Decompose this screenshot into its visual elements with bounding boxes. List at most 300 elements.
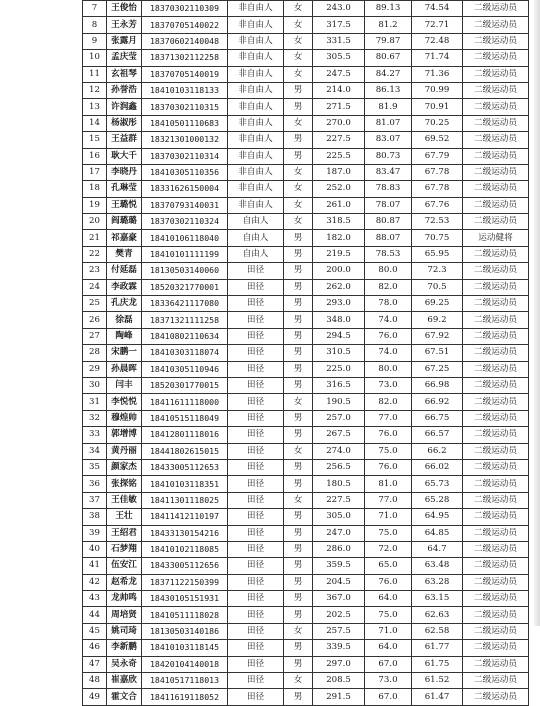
name-cell: 杨淑彤	[107, 115, 142, 131]
level-cell: 二级运动员	[463, 427, 529, 443]
percent-score-cell: 71.0	[365, 509, 412, 525]
row-number-cell: 48	[83, 673, 107, 689]
category-cell: 田径	[228, 263, 284, 279]
gender-cell: 男	[284, 328, 313, 344]
gender-cell: 女	[284, 394, 313, 410]
registration-id-cell: 18370705140022	[142, 17, 228, 33]
table-row	[83, 17, 529, 33]
total-score-cell: 66.2	[412, 443, 463, 459]
row-number-cell: 47	[83, 656, 107, 672]
level-cell: 二级运动员	[463, 181, 529, 197]
category-cell: 田径	[228, 427, 284, 443]
total-score-cell: 67.79	[412, 148, 463, 164]
registration-id-cell: 18370793140031	[142, 197, 228, 213]
score-cell: 180.5	[313, 476, 365, 492]
percent-score-cell: 83.47	[365, 164, 412, 180]
gender-cell: 女	[284, 673, 313, 689]
total-score-cell: 69.52	[412, 132, 463, 148]
table-row	[83, 509, 529, 525]
name-cell: 张露月	[107, 33, 142, 49]
registration-id-cell: 18412801118016	[142, 427, 228, 443]
total-score-cell: 66.02	[412, 459, 463, 475]
score-cell: 317.5	[313, 17, 365, 33]
name-cell: 穆煌帅	[107, 410, 142, 426]
score-cell: 274.0	[313, 443, 365, 459]
registration-id-cell: 18420104140018	[142, 656, 228, 672]
name-cell: 孙晨晖	[107, 361, 142, 377]
score-cell: 243.0	[313, 1, 365, 17]
category-cell: 田径	[228, 345, 284, 361]
category-cell: 田径	[228, 574, 284, 590]
registration-id-cell: 18370705140019	[142, 66, 228, 82]
table-row	[83, 541, 529, 557]
name-cell: 孙誉浩	[107, 82, 142, 98]
total-score-cell: 66.57	[412, 427, 463, 443]
registration-id-cell: 18331626150004	[142, 181, 228, 197]
gender-cell: 男	[284, 541, 313, 557]
name-cell: 王绍君	[107, 525, 142, 541]
score-cell: 227.5	[313, 132, 365, 148]
row-number-cell: 9	[83, 33, 107, 49]
name-cell: 王壮	[107, 509, 142, 525]
category-cell: 田径	[228, 492, 284, 508]
gender-cell: 男	[284, 574, 313, 590]
category-cell: 田径	[228, 525, 284, 541]
row-number-cell: 49	[83, 689, 107, 705]
registration-id-cell: 18410515118049	[142, 410, 228, 426]
gender-cell: 女	[284, 1, 313, 17]
gender-cell: 女	[284, 17, 313, 33]
category-cell: 自由人	[228, 246, 284, 262]
name-cell: 李政霖	[107, 279, 142, 295]
level-cell: 二级运动员	[463, 33, 529, 49]
total-score-cell: 61.77	[412, 640, 463, 656]
percent-score-cell: 71.0	[365, 623, 412, 639]
total-score-cell: 70.99	[412, 82, 463, 98]
percent-score-cell: 74.0	[365, 312, 412, 328]
category-cell: 非自由人	[228, 197, 284, 213]
registration-id-cell: 18520301770015	[142, 377, 228, 393]
name-cell: 石梦翔	[107, 541, 142, 557]
gender-cell: 男	[284, 148, 313, 164]
name-cell: 孔庆龙	[107, 296, 142, 312]
level-cell: 二级运动员	[463, 541, 529, 557]
total-score-cell: 72.3	[412, 263, 463, 279]
row-number-cell: 32	[83, 410, 107, 426]
percent-score-cell: 65.0	[365, 558, 412, 574]
total-score-cell: 67.78	[412, 164, 463, 180]
table-row	[83, 66, 529, 82]
percent-score-cell: 88.07	[365, 230, 412, 246]
gender-cell: 女	[284, 623, 313, 639]
table-row	[83, 689, 529, 705]
category-cell: 非自由人	[228, 132, 284, 148]
category-cell: 田径	[228, 443, 284, 459]
level-cell: 二级运动员	[463, 50, 529, 66]
row-number-cell: 7	[83, 1, 107, 17]
percent-score-cell: 86.13	[365, 82, 412, 98]
table-row	[83, 148, 529, 164]
category-cell: 田径	[228, 673, 284, 689]
total-score-cell: 69.25	[412, 296, 463, 312]
score-cell: 267.5	[313, 427, 365, 443]
name-cell: 黄丹丽	[107, 443, 142, 459]
score-cell: 348.0	[313, 312, 365, 328]
percent-score-cell: 67.0	[365, 689, 412, 705]
table-row	[83, 443, 529, 459]
score-cell: 257.0	[313, 410, 365, 426]
table-row	[83, 33, 529, 49]
name-cell: 龙帅鸣	[107, 591, 142, 607]
table-row	[83, 345, 529, 361]
percent-score-cell: 89.13	[365, 1, 412, 17]
table-row	[83, 312, 529, 328]
score-cell: 367.0	[313, 591, 365, 607]
row-number-cell: 10	[83, 50, 107, 66]
total-score-cell: 63.28	[412, 574, 463, 590]
category-cell: 田径	[228, 689, 284, 705]
gender-cell: 女	[284, 197, 313, 213]
row-number-cell: 25	[83, 296, 107, 312]
row-number-cell: 35	[83, 459, 107, 475]
gender-cell: 男	[284, 509, 313, 525]
total-score-cell: 69.2	[412, 312, 463, 328]
gender-cell: 男	[284, 689, 313, 705]
percent-score-cell: 81.07	[365, 115, 412, 131]
total-score-cell: 70.91	[412, 99, 463, 115]
level-cell: 二级运动员	[463, 345, 529, 361]
row-number-cell: 11	[83, 66, 107, 82]
row-number-cell: 33	[83, 427, 107, 443]
score-cell: 214.0	[313, 82, 365, 98]
registration-id-cell: 18321301000132	[142, 132, 228, 148]
name-cell: 李悦悦	[107, 394, 142, 410]
category-cell: 田径	[228, 591, 284, 607]
percent-score-cell: 80.0	[365, 263, 412, 279]
row-number-cell: 17	[83, 164, 107, 180]
gender-cell: 男	[284, 410, 313, 426]
gender-cell: 男	[284, 591, 313, 607]
results-table	[82, 0, 529, 706]
row-number-cell: 23	[83, 263, 107, 279]
category-cell: 田径	[228, 459, 284, 475]
registration-id-cell: 18433005112656	[142, 558, 228, 574]
percent-score-cell: 64.0	[365, 591, 412, 607]
level-cell: 二级运动员	[463, 361, 529, 377]
table-row	[83, 246, 529, 262]
category-cell: 田径	[228, 296, 284, 312]
level-cell: 二级运动员	[463, 197, 529, 213]
gender-cell: 男	[284, 476, 313, 492]
table-row	[83, 164, 529, 180]
name-cell: 王益群	[107, 132, 142, 148]
total-score-cell: 67.92	[412, 328, 463, 344]
table-row	[83, 263, 529, 279]
table-row	[83, 525, 529, 541]
category-cell: 田径	[228, 623, 284, 639]
level-cell: 二级运动员	[463, 607, 529, 623]
total-score-cell: 66.92	[412, 394, 463, 410]
gender-cell: 女	[284, 214, 313, 230]
total-score-cell: 66.75	[412, 410, 463, 426]
gender-cell: 女	[284, 181, 313, 197]
table-row	[83, 214, 529, 230]
name-cell: 玄祖琴	[107, 66, 142, 82]
category-cell: 非自由人	[228, 99, 284, 115]
score-cell: 204.5	[313, 574, 365, 590]
total-score-cell: 61.75	[412, 656, 463, 672]
table-row	[83, 394, 529, 410]
name-cell: 霍文合	[107, 689, 142, 705]
row-number-cell: 38	[83, 509, 107, 525]
level-cell: 二级运动员	[463, 509, 529, 525]
gender-cell: 男	[284, 263, 313, 279]
category-cell: 田径	[228, 377, 284, 393]
level-cell: 二级运动员	[463, 148, 529, 164]
score-cell: 339.5	[313, 640, 365, 656]
score-cell: 257.5	[313, 623, 365, 639]
table-row	[83, 673, 529, 689]
category-cell: 田径	[228, 656, 284, 672]
percent-score-cell: 80.87	[365, 214, 412, 230]
percent-score-cell: 75.0	[365, 525, 412, 541]
level-cell: 二级运动员	[463, 263, 529, 279]
registration-id-cell: 18411301118025	[142, 492, 228, 508]
row-number-cell: 29	[83, 361, 107, 377]
row-number-cell: 20	[83, 214, 107, 230]
name-cell: 王璐悦	[107, 197, 142, 213]
percent-score-cell: 80.0	[365, 361, 412, 377]
level-cell: 二级运动员	[463, 214, 529, 230]
level-cell: 二级运动员	[463, 312, 529, 328]
category-cell: 非自由人	[228, 82, 284, 98]
percent-score-cell: 80.73	[365, 148, 412, 164]
registration-id-cell: 18370302110324	[142, 214, 228, 230]
score-cell: 294.5	[313, 328, 365, 344]
level-cell: 二级运动员	[463, 66, 529, 82]
table-row	[83, 640, 529, 656]
gender-cell: 男	[284, 99, 313, 115]
percent-score-cell: 75.0	[365, 607, 412, 623]
total-score-cell: 63.48	[412, 558, 463, 574]
level-cell: 二级运动员	[463, 689, 529, 705]
row-number-cell: 39	[83, 525, 107, 541]
name-cell: 郭增博	[107, 427, 142, 443]
percent-score-cell: 80.67	[365, 50, 412, 66]
row-number-cell: 46	[83, 640, 107, 656]
row-number-cell: 30	[83, 377, 107, 393]
level-cell: 二级运动员	[463, 164, 529, 180]
registration-id-cell: 18371321111258	[142, 312, 228, 328]
name-cell: 陶峰	[107, 328, 142, 344]
row-number-cell: 26	[83, 312, 107, 328]
score-cell: 225.0	[313, 361, 365, 377]
category-cell: 非自由人	[228, 164, 284, 180]
category-cell: 田径	[228, 476, 284, 492]
table-row	[83, 656, 529, 672]
total-score-cell: 64.85	[412, 525, 463, 541]
row-number-cell: 42	[83, 574, 107, 590]
table-row	[83, 410, 529, 426]
score-cell: 310.5	[313, 345, 365, 361]
total-score-cell: 65.95	[412, 246, 463, 262]
score-cell: 291.5	[313, 689, 365, 705]
table-row	[83, 82, 529, 98]
registration-id-cell: 18430105151931	[142, 591, 228, 607]
gender-cell: 女	[284, 115, 313, 131]
row-number-cell: 45	[83, 623, 107, 639]
gender-cell: 男	[284, 246, 313, 262]
name-cell: 赵希龙	[107, 574, 142, 590]
table-row	[83, 296, 529, 312]
level-cell: 二级运动员	[463, 296, 529, 312]
total-score-cell: 67.76	[412, 197, 463, 213]
category-cell: 田径	[228, 509, 284, 525]
row-number-cell: 15	[83, 132, 107, 148]
gender-cell: 男	[284, 312, 313, 328]
percent-score-cell: 64.0	[365, 640, 412, 656]
row-number-cell: 22	[83, 246, 107, 262]
row-number-cell: 13	[83, 99, 107, 115]
name-cell: 崔嘉欣	[107, 673, 142, 689]
row-number-cell: 44	[83, 607, 107, 623]
row-number-cell: 36	[83, 476, 107, 492]
gender-cell: 女	[284, 33, 313, 49]
row-number-cell: 14	[83, 115, 107, 131]
category-cell: 非自由人	[228, 33, 284, 49]
total-score-cell: 67.51	[412, 345, 463, 361]
name-cell: 樊青	[107, 246, 142, 262]
row-number-cell: 41	[83, 558, 107, 574]
level-cell: 二级运动员	[463, 279, 529, 295]
registration-id-cell: 18410305110356	[142, 164, 228, 180]
category-cell: 田径	[228, 312, 284, 328]
percent-score-cell: 72.0	[365, 541, 412, 557]
registration-id-cell: 18410303118074	[142, 345, 228, 361]
level-cell: 二级运动员	[463, 132, 529, 148]
category-cell: 田径	[228, 410, 284, 426]
gender-cell: 男	[284, 230, 313, 246]
name-cell: 颜家杰	[107, 459, 142, 475]
table-row	[83, 197, 529, 213]
category-cell: 田径	[228, 279, 284, 295]
category-cell: 非自由人	[228, 181, 284, 197]
table-row	[83, 99, 529, 115]
total-score-cell: 62.58	[412, 623, 463, 639]
row-number-cell: 34	[83, 443, 107, 459]
name-cell: 张探铭	[107, 476, 142, 492]
registration-id-cell: 18410103118351	[142, 476, 228, 492]
name-cell: 宋鹏一	[107, 345, 142, 361]
row-number-cell: 24	[83, 279, 107, 295]
total-score-cell: 63.15	[412, 591, 463, 607]
score-cell: 190.5	[313, 394, 365, 410]
total-score-cell: 62.63	[412, 607, 463, 623]
level-cell: 二级运动员	[463, 115, 529, 131]
gender-cell: 男	[284, 640, 313, 656]
category-cell: 田径	[228, 607, 284, 623]
level-cell: 二级运动员	[463, 328, 529, 344]
level-cell: 二级运动员	[463, 17, 529, 33]
name-cell: 付延磊	[107, 263, 142, 279]
percent-score-cell: 75.0	[365, 443, 412, 459]
level-cell: 二级运动员	[463, 99, 529, 115]
registration-id-cell: 18130503140186	[142, 623, 228, 639]
percent-score-cell: 73.0	[365, 377, 412, 393]
page-edge	[534, 0, 540, 626]
table-row	[83, 591, 529, 607]
score-cell: 200.0	[313, 263, 365, 279]
category-cell: 非自由人	[228, 115, 284, 131]
level-cell: 运动健将	[463, 230, 529, 246]
total-score-cell: 64.95	[412, 509, 463, 525]
registration-id-cell: 18410305110946	[142, 361, 228, 377]
total-score-cell: 66.98	[412, 377, 463, 393]
name-cell: 伍安江	[107, 558, 142, 574]
percent-score-cell: 84.27	[365, 66, 412, 82]
score-cell: 318.5	[313, 214, 365, 230]
registration-id-cell: 18411619118052	[142, 689, 228, 705]
score-cell: 316.5	[313, 377, 365, 393]
total-score-cell: 65.28	[412, 492, 463, 508]
level-cell: 二级运动员	[463, 377, 529, 393]
registration-id-cell: 18410101111199	[142, 246, 228, 262]
registration-id-cell: 18410106118040	[142, 230, 228, 246]
percent-score-cell: 79.87	[365, 33, 412, 49]
category-cell: 非自由人	[228, 1, 284, 17]
level-cell: 二级运动员	[463, 82, 529, 98]
category-cell: 田径	[228, 640, 284, 656]
category-cell: 田径	[228, 558, 284, 574]
registration-id-cell: 18520321770001	[142, 279, 228, 295]
score-cell: 293.0	[313, 296, 365, 312]
percent-score-cell: 82.0	[365, 394, 412, 410]
percent-score-cell: 83.07	[365, 132, 412, 148]
name-cell: 李新鹏	[107, 640, 142, 656]
total-score-cell: 72.53	[412, 214, 463, 230]
percent-score-cell: 78.07	[365, 197, 412, 213]
total-score-cell: 70.5	[412, 279, 463, 295]
total-score-cell: 67.25	[412, 361, 463, 377]
total-score-cell: 70.25	[412, 115, 463, 131]
score-cell: 262.0	[313, 279, 365, 295]
percent-score-cell: 78.53	[365, 246, 412, 262]
table-row	[83, 558, 529, 574]
table-row	[83, 607, 529, 623]
category-cell: 非自由人	[228, 148, 284, 164]
gender-cell: 男	[284, 525, 313, 541]
level-cell: 二级运动员	[463, 459, 529, 475]
score-cell: 247.0	[313, 525, 365, 541]
registration-id-cell: 18410802110634	[142, 328, 228, 344]
name-cell: 许润鑫	[107, 99, 142, 115]
score-cell: 359.5	[313, 558, 365, 574]
gender-cell: 男	[284, 345, 313, 361]
row-number-cell: 19	[83, 197, 107, 213]
percent-score-cell: 81.9	[365, 99, 412, 115]
level-cell: 二级运动员	[463, 656, 529, 672]
score-cell: 202.5	[313, 607, 365, 623]
gender-cell: 女	[284, 66, 313, 82]
level-cell: 二级运动员	[463, 673, 529, 689]
gender-cell: 男	[284, 361, 313, 377]
registration-id-cell: 18441802615015	[142, 443, 228, 459]
percent-score-cell: 78.83	[365, 181, 412, 197]
percent-score-cell: 76.0	[365, 574, 412, 590]
percent-score-cell: 76.0	[365, 427, 412, 443]
score-cell: 227.5	[313, 492, 365, 508]
row-number-cell: 43	[83, 591, 107, 607]
